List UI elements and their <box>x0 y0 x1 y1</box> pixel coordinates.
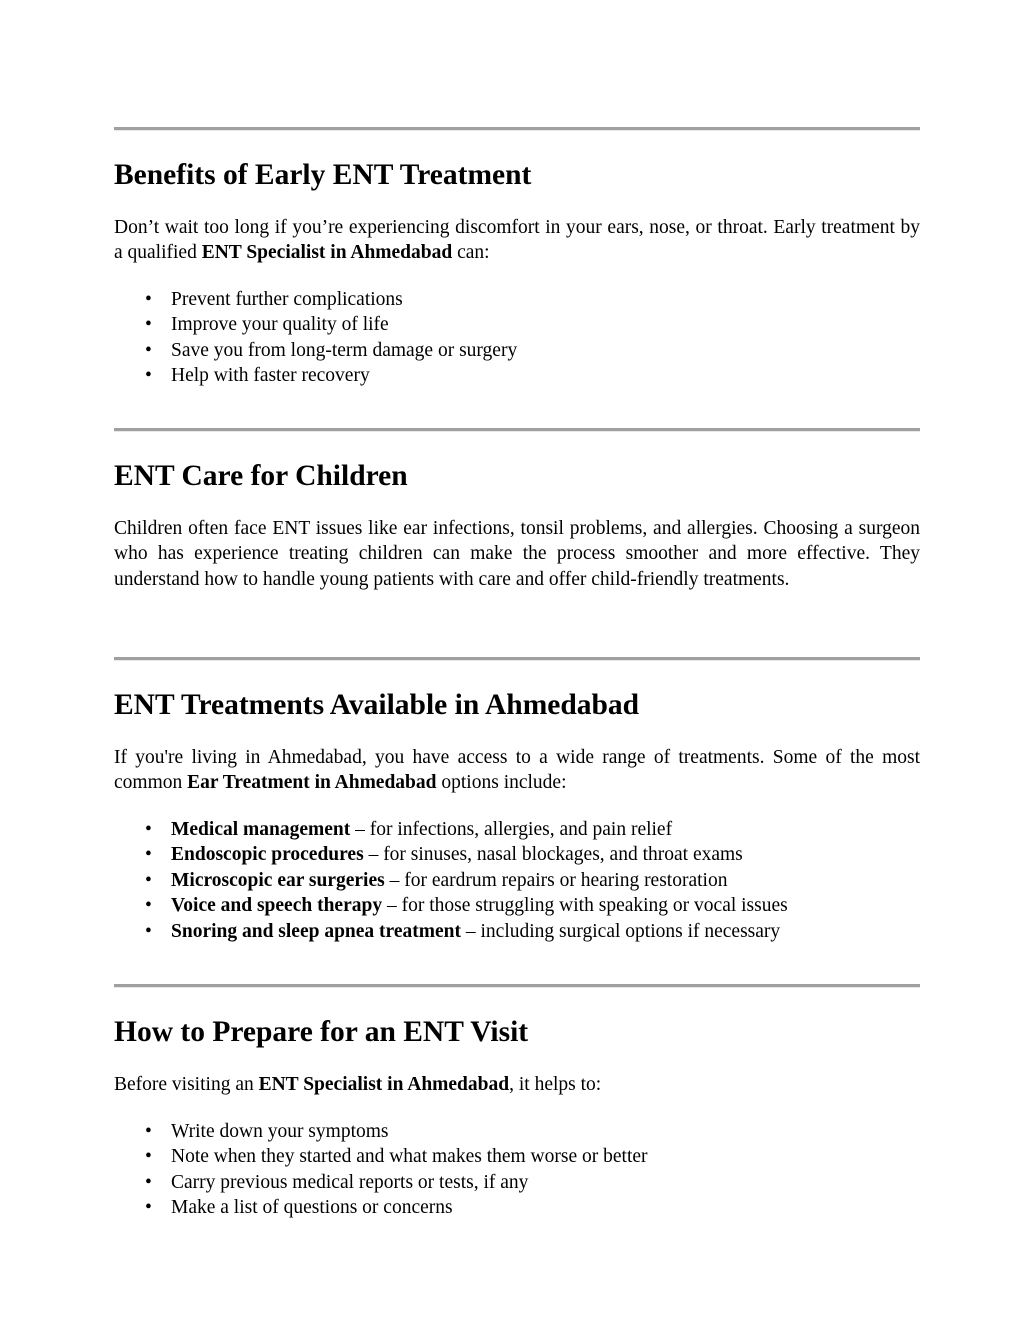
list-item <box>114 1119 920 1144</box>
bullet-icon: • <box>145 1197 152 1219</box>
list-item-term: Voice and speech therapy <box>171 895 383 917</box>
bullet-icon: • <box>145 1171 152 1193</box>
list-item <box>114 312 920 337</box>
bullet-icon: • <box>145 895 152 917</box>
bullet-icon: • <box>145 1146 152 1168</box>
list-item <box>114 287 920 312</box>
list-item <box>114 1144 920 1169</box>
treatments-list <box>114 817 920 944</box>
list-item-text: – for sinuses, nasal blockages, and throat exams <box>363 844 743 866</box>
section-paragraph-children: Children often face ENT issues like ear infections, tonsil problems, and allergies. Choosing a surgeon who has experience treating children can make the process smoother and more effective. They understand how to handle young patients with care and offer child-friendly treatments. <box>114 518 920 590</box>
list-item-text: Improve your quality of life <box>171 314 389 336</box>
section-paragraph-prepare <box>114 1072 920 1097</box>
prepare-list <box>114 1119 920 1221</box>
horizontal-divider <box>114 657 920 661</box>
horizontal-divider <box>114 127 920 131</box>
list-item-term: Endoscopic procedures <box>171 844 364 866</box>
list-item-text: Make a list of questions or concerns <box>171 1197 453 1219</box>
list-item-text: Save you from long-term damage or surgery <box>171 339 518 361</box>
paragraph-keyword: ENT Specialist in Ahmedabad <box>258 1074 510 1095</box>
list-item <box>114 868 920 893</box>
list-item-term: Medical management <box>171 819 351 840</box>
bullet-icon: • <box>145 869 152 891</box>
bullet-icon: • <box>145 819 152 840</box>
list-item-text: – for eardrum repairs or hearing restoration <box>384 869 728 891</box>
list-item-term: Snoring and sleep apnea treatment <box>171 920 461 942</box>
paragraph-text: Don’t wait too long if you’re experiencing discomfort in your ears, nose, or throat. Early treatment by a qualified <box>114 217 920 264</box>
section-paragraph-benefits <box>114 215 920 266</box>
list-item <box>114 338 920 363</box>
list-item-text: – for those struggling with speaking or vocal issues <box>382 895 788 917</box>
list-item <box>114 919 920 944</box>
list-item-text: Prevent further complications <box>171 289 403 310</box>
paragraph-keyword: Ear Treatment in Ahmedabad <box>187 772 437 794</box>
list-item-text: Write down your symptoms <box>171 1121 389 1142</box>
bullet-icon: • <box>145 314 152 336</box>
list-item-text: – for infections, allergies, and pain relief <box>350 819 673 840</box>
benefits-list <box>114 287 920 389</box>
paragraph-keyword: ENT Specialist in Ahmedabad <box>201 242 453 264</box>
list-item-term: Microscopic ear surgeries <box>171 869 385 891</box>
bullet-icon: • <box>145 920 152 942</box>
paragraph-text: If you're living in Ahmedabad, you have access to a wide range of treatments. Some of the most common <box>114 747 920 794</box>
bullet-icon: • <box>145 339 152 361</box>
bullet-icon: • <box>145 289 152 310</box>
section-heading-children: ENT Care for Children <box>114 460 408 492</box>
list-item <box>114 817 920 842</box>
horizontal-divider <box>114 984 920 988</box>
list-item <box>114 842 920 867</box>
list-item-text: Carry previous medical reports or tests, if any <box>171 1171 529 1193</box>
section-heading-prepare: How to Prepare for an ENT Visit <box>114 1016 529 1048</box>
section-paragraph-treatments <box>114 745 920 796</box>
list-item-text: – including surgical options if necessary <box>461 920 781 942</box>
bullet-icon: • <box>145 1121 152 1142</box>
bullet-icon: • <box>145 365 152 387</box>
list-item <box>114 893 920 918</box>
paragraph-text: can: <box>452 242 490 264</box>
section-heading-benefits: Benefits of Early ENT Treatment <box>114 159 532 191</box>
list-item <box>114 1195 920 1220</box>
section-heading-treatments: ENT Treatments Available in Ahmedabad <box>114 689 640 721</box>
paragraph-text: Before visiting an <box>114 1074 259 1095</box>
horizontal-divider <box>114 428 920 432</box>
list-item <box>114 363 920 388</box>
list-item-text: Note when they started and what makes them worse or better <box>171 1146 648 1168</box>
list-item <box>114 1170 920 1195</box>
bullet-icon: • <box>145 844 152 866</box>
paragraph-text: , it helps to: <box>509 1074 602 1095</box>
paragraph-text: options include: <box>436 772 567 794</box>
list-item-text: Help with faster recovery <box>171 365 370 387</box>
